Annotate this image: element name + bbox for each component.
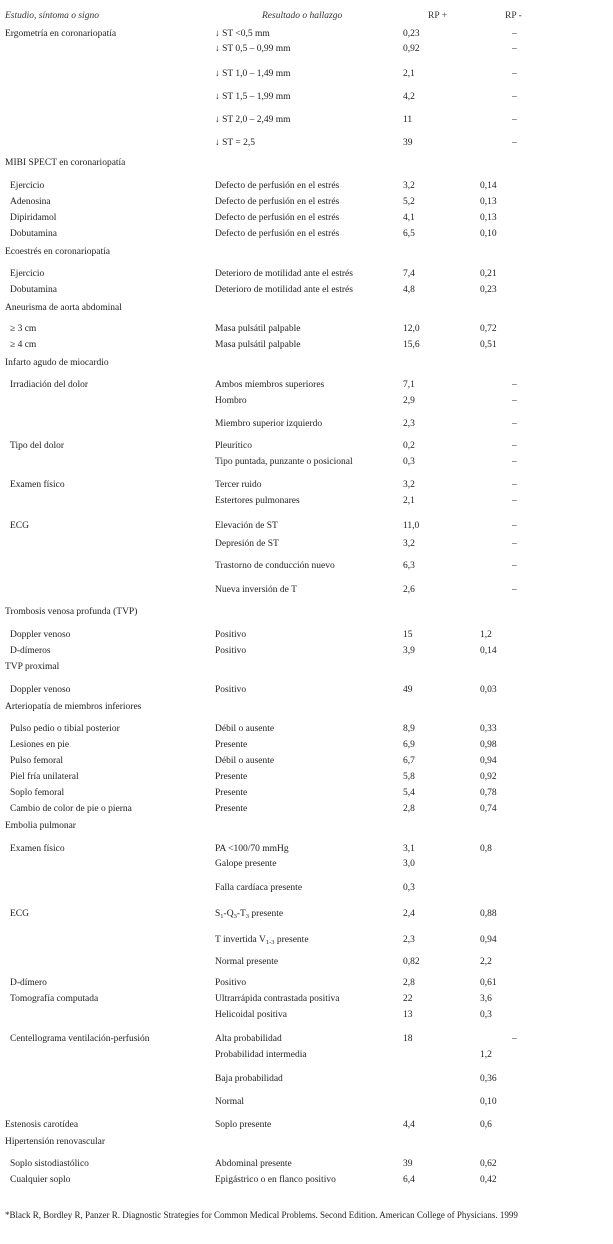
row-study: Doppler venoso bbox=[10, 630, 71, 640]
row-rp-negative: – bbox=[512, 539, 517, 549]
row-rp-negative: – bbox=[512, 138, 517, 148]
row-rp-negative: 0,72 bbox=[480, 324, 497, 334]
row-rp-negative: 3,6 bbox=[480, 994, 492, 1004]
row-rp-negative: 1,2 bbox=[480, 1050, 492, 1060]
row-rp-negative: – bbox=[512, 92, 517, 102]
row-rp-negative: 0,88 bbox=[480, 909, 497, 919]
row-rp-positive: 3,1 bbox=[403, 844, 415, 854]
row-rp-positive: 0,2 bbox=[403, 441, 415, 451]
row-result: Masa pulsátil palpable bbox=[215, 324, 301, 334]
row-result: Helicoidal positiva bbox=[215, 1010, 288, 1020]
row-rp-negative: 0,51 bbox=[480, 340, 497, 350]
row-rp-negative: – bbox=[512, 561, 517, 571]
row-study: TVP proximal bbox=[5, 662, 60, 672]
row-result: Soplo presente bbox=[215, 1120, 272, 1130]
row-study: Dipiridamol bbox=[10, 213, 57, 223]
row-rp-negative: 0,78 bbox=[480, 788, 497, 798]
row-study: Ergometría en coronariopatía bbox=[5, 29, 117, 39]
row-result: Presente bbox=[215, 740, 248, 750]
row-study: Dobutamina bbox=[10, 229, 57, 239]
row-result: Normal bbox=[215, 1097, 245, 1107]
row-rp-positive: 18 bbox=[403, 1034, 413, 1044]
row-result: Ultrarrápida contrastada positiva bbox=[215, 994, 340, 1004]
row-rp-negative: 0,14 bbox=[480, 181, 497, 191]
row-rp-positive: 2,1 bbox=[403, 496, 415, 506]
row-rp-positive: 22 bbox=[403, 994, 413, 1004]
row-result: Deterioro de motilidad ante el estrés bbox=[215, 285, 353, 295]
row-study: Arteriopatía de miembros inferiores bbox=[5, 702, 142, 712]
row-rp-positive: 3,2 bbox=[403, 181, 415, 191]
row-result: Baja probabilidad bbox=[215, 1074, 283, 1084]
row-result: Hombro bbox=[215, 396, 247, 406]
row-study: ≥ 4 cm bbox=[10, 340, 37, 350]
row-result: ↓ ST 2,0 – 2,49 mm bbox=[215, 115, 291, 125]
row-result: Normal presente bbox=[215, 957, 279, 967]
row-result: Defecto de perfusión en el estrés bbox=[215, 197, 340, 207]
row-rp-negative: – bbox=[512, 521, 517, 531]
row-rp-negative: – bbox=[512, 115, 517, 125]
row-rp-positive: 49 bbox=[403, 685, 413, 695]
row-study: Piel fría unilateral bbox=[10, 772, 79, 782]
footnote: *Black R, Bordley R, Panzer R. Diagnostic Strategies for Common Medical Problems. Second Edition. American College of Physicians. 1999 bbox=[5, 1210, 518, 1220]
row-rp-positive: 12,0 bbox=[403, 324, 420, 334]
row-study: D-dímero bbox=[10, 978, 47, 988]
row-study: Tomografía computada bbox=[10, 994, 99, 1004]
row-result: PA <100/70 mmHg bbox=[215, 844, 289, 854]
row-result: Positivo bbox=[215, 978, 247, 988]
row-result: Positivo bbox=[215, 685, 247, 695]
row-study: Pulso pedio o tibial posterior bbox=[10, 724, 120, 734]
row-study: Ejercicio bbox=[10, 181, 45, 191]
row-rp-positive: 6,9 bbox=[403, 740, 415, 750]
row-rp-negative: – bbox=[512, 585, 517, 595]
row-rp-positive: 5,8 bbox=[403, 772, 415, 782]
row-rp-negative: – bbox=[512, 396, 517, 406]
row-result: Elevación de ST bbox=[215, 521, 278, 531]
row-rp-positive: 2,3 bbox=[403, 419, 415, 429]
row-rp-positive: 0,23 bbox=[403, 29, 420, 39]
row-result: Trastorno de conducción nuevo bbox=[215, 561, 335, 571]
row-study: Trombosis venosa profunda (TVP) bbox=[5, 607, 138, 617]
row-rp-positive: 6,7 bbox=[403, 756, 415, 766]
row-study: Adenosina bbox=[10, 197, 51, 207]
row-result: Presente bbox=[215, 772, 248, 782]
row-rp-positive: 11 bbox=[403, 115, 413, 125]
row-rp-positive: 5,4 bbox=[403, 788, 415, 798]
row-rp-negative: 0,98 bbox=[480, 740, 497, 750]
row-result: Defecto de perfusión en el estrés bbox=[215, 229, 340, 239]
row-result: Positivo bbox=[215, 630, 247, 640]
row-rp-negative: 0,8 bbox=[480, 844, 492, 854]
row-result: Presente bbox=[215, 804, 248, 814]
row-rp-negative: 0,3 bbox=[480, 1010, 492, 1020]
row-rp-negative: 0,6 bbox=[480, 1120, 492, 1130]
row-rp-negative: 0,13 bbox=[480, 213, 497, 223]
row-rp-positive: 13 bbox=[403, 1010, 413, 1020]
row-study: Irradiación del dolor bbox=[10, 380, 89, 390]
row-study: Soplo femoral bbox=[10, 788, 65, 798]
row-rp-positive: 39 bbox=[403, 138, 413, 148]
row-study: Examen físico bbox=[10, 480, 65, 490]
row-rp-positive: 2,3 bbox=[403, 935, 415, 945]
row-rp-positive: 2,4 bbox=[403, 909, 415, 919]
row-result: Tipo puntada, punzante o posicional bbox=[215, 457, 353, 467]
row-rp-positive: 3,0 bbox=[403, 859, 415, 869]
row-rp-negative: 0,14 bbox=[480, 646, 497, 656]
row-study: Dobutamina bbox=[10, 285, 57, 295]
row-rp-negative: 1,2 bbox=[480, 630, 492, 640]
row-rp-positive: 0,3 bbox=[403, 883, 415, 893]
row-study: Centellograma ventilación-perfusión bbox=[10, 1034, 150, 1044]
row-study: Cualquier soplo bbox=[10, 1175, 71, 1185]
row-rp-negative: – bbox=[512, 380, 517, 390]
row-result: Tercer ruido bbox=[215, 480, 262, 490]
header-study: Estudio, síntoma o signo bbox=[5, 11, 99, 21]
row-study: Ejercicio bbox=[10, 269, 45, 279]
row-rp-positive: 0,82 bbox=[403, 957, 420, 967]
row-rp-negative: – bbox=[512, 457, 517, 467]
row-rp-positive: 6,3 bbox=[403, 561, 415, 571]
row-rp-positive: 6,5 bbox=[403, 229, 415, 239]
row-study: Doppler venoso bbox=[10, 685, 71, 695]
row-rp-negative: 0,74 bbox=[480, 804, 497, 814]
row-rp-positive: 2,8 bbox=[403, 978, 415, 988]
row-rp-negative: 0,13 bbox=[480, 197, 497, 207]
row-study: Pulso femoral bbox=[10, 756, 64, 766]
row-result: Miembro superior izquierdo bbox=[215, 419, 323, 429]
row-rp-positive: 4,2 bbox=[403, 92, 415, 102]
row-rp-positive: 11,0 bbox=[403, 521, 420, 531]
row-result: Probabilidad intermedia bbox=[215, 1050, 307, 1060]
row-result: Ambos miembros superiores bbox=[215, 380, 325, 390]
row-result: T invertida $V_{1-3}$ presente bbox=[215, 935, 309, 946]
row-rp-positive: 6,4 bbox=[403, 1175, 415, 1185]
row-result: Falla cardíaca presente bbox=[215, 883, 303, 893]
row-rp-positive: 2,6 bbox=[403, 585, 415, 595]
row-rp-negative: 0,62 bbox=[480, 1159, 497, 1169]
row-rp-positive: 7,1 bbox=[403, 380, 415, 390]
row-study: Tipo del dolor bbox=[10, 441, 65, 451]
row-rp-negative: 2,2 bbox=[480, 957, 492, 967]
row-rp-negative: 0,94 bbox=[480, 756, 497, 766]
row-rp-negative: 0,21 bbox=[480, 269, 497, 279]
row-rp-negative: 0,36 bbox=[480, 1074, 497, 1084]
row-rp-positive: 8,9 bbox=[403, 724, 415, 734]
row-rp-negative: 0,42 bbox=[480, 1175, 497, 1185]
row-study: Estenosis carotídea bbox=[5, 1120, 79, 1130]
row-rp-positive: 15 bbox=[403, 630, 413, 640]
row-rp-negative: 0,33 bbox=[480, 724, 497, 734]
row-result: Defecto de perfusión en el estrés bbox=[215, 181, 340, 191]
row-result: ↓ ST <0,5 mm bbox=[215, 29, 270, 39]
row-result: Masa pulsátil palpable bbox=[215, 340, 301, 350]
row-rp-negative: 0,61 bbox=[480, 978, 497, 988]
row-rp-positive: 3,2 bbox=[403, 480, 415, 490]
row-rp-negative: – bbox=[512, 496, 517, 506]
row-rp-positive: 3,9 bbox=[403, 646, 415, 656]
row-result: Débil o ausente bbox=[215, 756, 275, 766]
row-result: Galope presente bbox=[215, 859, 277, 869]
row-rp-negative: 0,23 bbox=[480, 285, 497, 295]
row-rp-positive: 4,8 bbox=[403, 285, 415, 295]
row-study: ≥ 3 cm bbox=[10, 324, 37, 334]
row-result: ↓ ST 1,0 – 1,49 mm bbox=[215, 69, 291, 79]
row-result: Débil o ausente bbox=[215, 724, 275, 734]
row-rp-positive: 0,92 bbox=[403, 44, 420, 54]
row-rp-positive: 5,2 bbox=[403, 197, 415, 207]
row-rp-positive: 2,1 bbox=[403, 69, 415, 79]
row-study: Soplo sistodiastólico bbox=[10, 1159, 89, 1169]
row-rp-negative: 0,94 bbox=[480, 935, 497, 945]
row-result: $S_1-Q_3-T_3$ presente bbox=[215, 909, 284, 920]
row-rp-positive: 4,1 bbox=[403, 213, 415, 223]
row-study: Aneurisma de aorta abdominal bbox=[5, 303, 122, 313]
row-rp-positive: 7,4 bbox=[403, 269, 415, 279]
row-study: Hipertensión renovascular bbox=[5, 1137, 105, 1147]
row-study: MIBI SPECT en coronariopatía bbox=[5, 158, 126, 168]
row-rp-positive: 2,8 bbox=[403, 804, 415, 814]
row-result: Deterioro de motilidad ante el estrés bbox=[215, 269, 353, 279]
row-result: Nueva inversión de T bbox=[215, 585, 297, 595]
row-rp-positive: 15,6 bbox=[403, 340, 420, 350]
row-rp-negative: 0,92 bbox=[480, 772, 497, 782]
row-result: ↓ ST 1,5 – 1,99 mm bbox=[215, 92, 291, 102]
row-rp-positive: 2,9 bbox=[403, 396, 415, 406]
row-rp-negative: 0,10 bbox=[480, 229, 497, 239]
row-rp-negative: – bbox=[512, 29, 517, 39]
row-result: Presente bbox=[215, 788, 248, 798]
row-result: Abdominal presente bbox=[215, 1159, 292, 1169]
row-rp-negative: – bbox=[512, 419, 517, 429]
row-study: Ecoestrés en coronariopatía bbox=[5, 247, 110, 257]
row-rp-negative: – bbox=[512, 480, 517, 490]
row-result: Alta probabilidad bbox=[215, 1034, 282, 1044]
row-rp-positive: 39 bbox=[403, 1159, 413, 1169]
row-study: Lesiones en pie bbox=[10, 740, 70, 750]
row-rp-positive: 4,4 bbox=[403, 1120, 415, 1130]
row-study: ECG bbox=[10, 521, 29, 531]
row-result: ↓ ST = 2,5 bbox=[215, 138, 256, 148]
row-result: Estertores pulmonares bbox=[215, 496, 300, 506]
header-result: Resultado o hallazgo bbox=[262, 11, 343, 21]
row-study: ECG bbox=[10, 909, 29, 919]
row-rp-negative: 0,10 bbox=[480, 1097, 497, 1107]
row-rp-positive: 3,2 bbox=[403, 539, 415, 549]
row-study: D-dímeros bbox=[10, 646, 51, 656]
row-result: Pleurítico bbox=[215, 441, 252, 451]
row-study: Cambio de color de pie o pierna bbox=[10, 804, 132, 814]
header-rp-negative: RP - bbox=[505, 11, 522, 21]
row-rp-negative: – bbox=[512, 441, 517, 451]
row-result: Depresión de ST bbox=[215, 539, 279, 549]
row-study: Infarto agudo de miocardio bbox=[5, 358, 109, 368]
header-rp-positive: RP + bbox=[428, 11, 447, 21]
row-result: Defecto de perfusión en el estrés bbox=[215, 213, 340, 223]
row-rp-negative: – bbox=[512, 44, 517, 54]
row-result: Epigástrico o en flanco positivo bbox=[215, 1175, 336, 1185]
row-rp-negative: 0,03 bbox=[480, 685, 497, 695]
row-study: Examen físico bbox=[10, 844, 65, 854]
row-rp-negative: – bbox=[512, 1034, 517, 1044]
row-study: Embolia pulmonar bbox=[5, 821, 76, 831]
row-rp-positive: 0,3 bbox=[403, 457, 415, 467]
row-result: ↓ ST 0,5 – 0,99 mm bbox=[215, 44, 291, 54]
row-rp-negative: – bbox=[512, 69, 517, 79]
row-result: Positivo bbox=[215, 646, 247, 656]
